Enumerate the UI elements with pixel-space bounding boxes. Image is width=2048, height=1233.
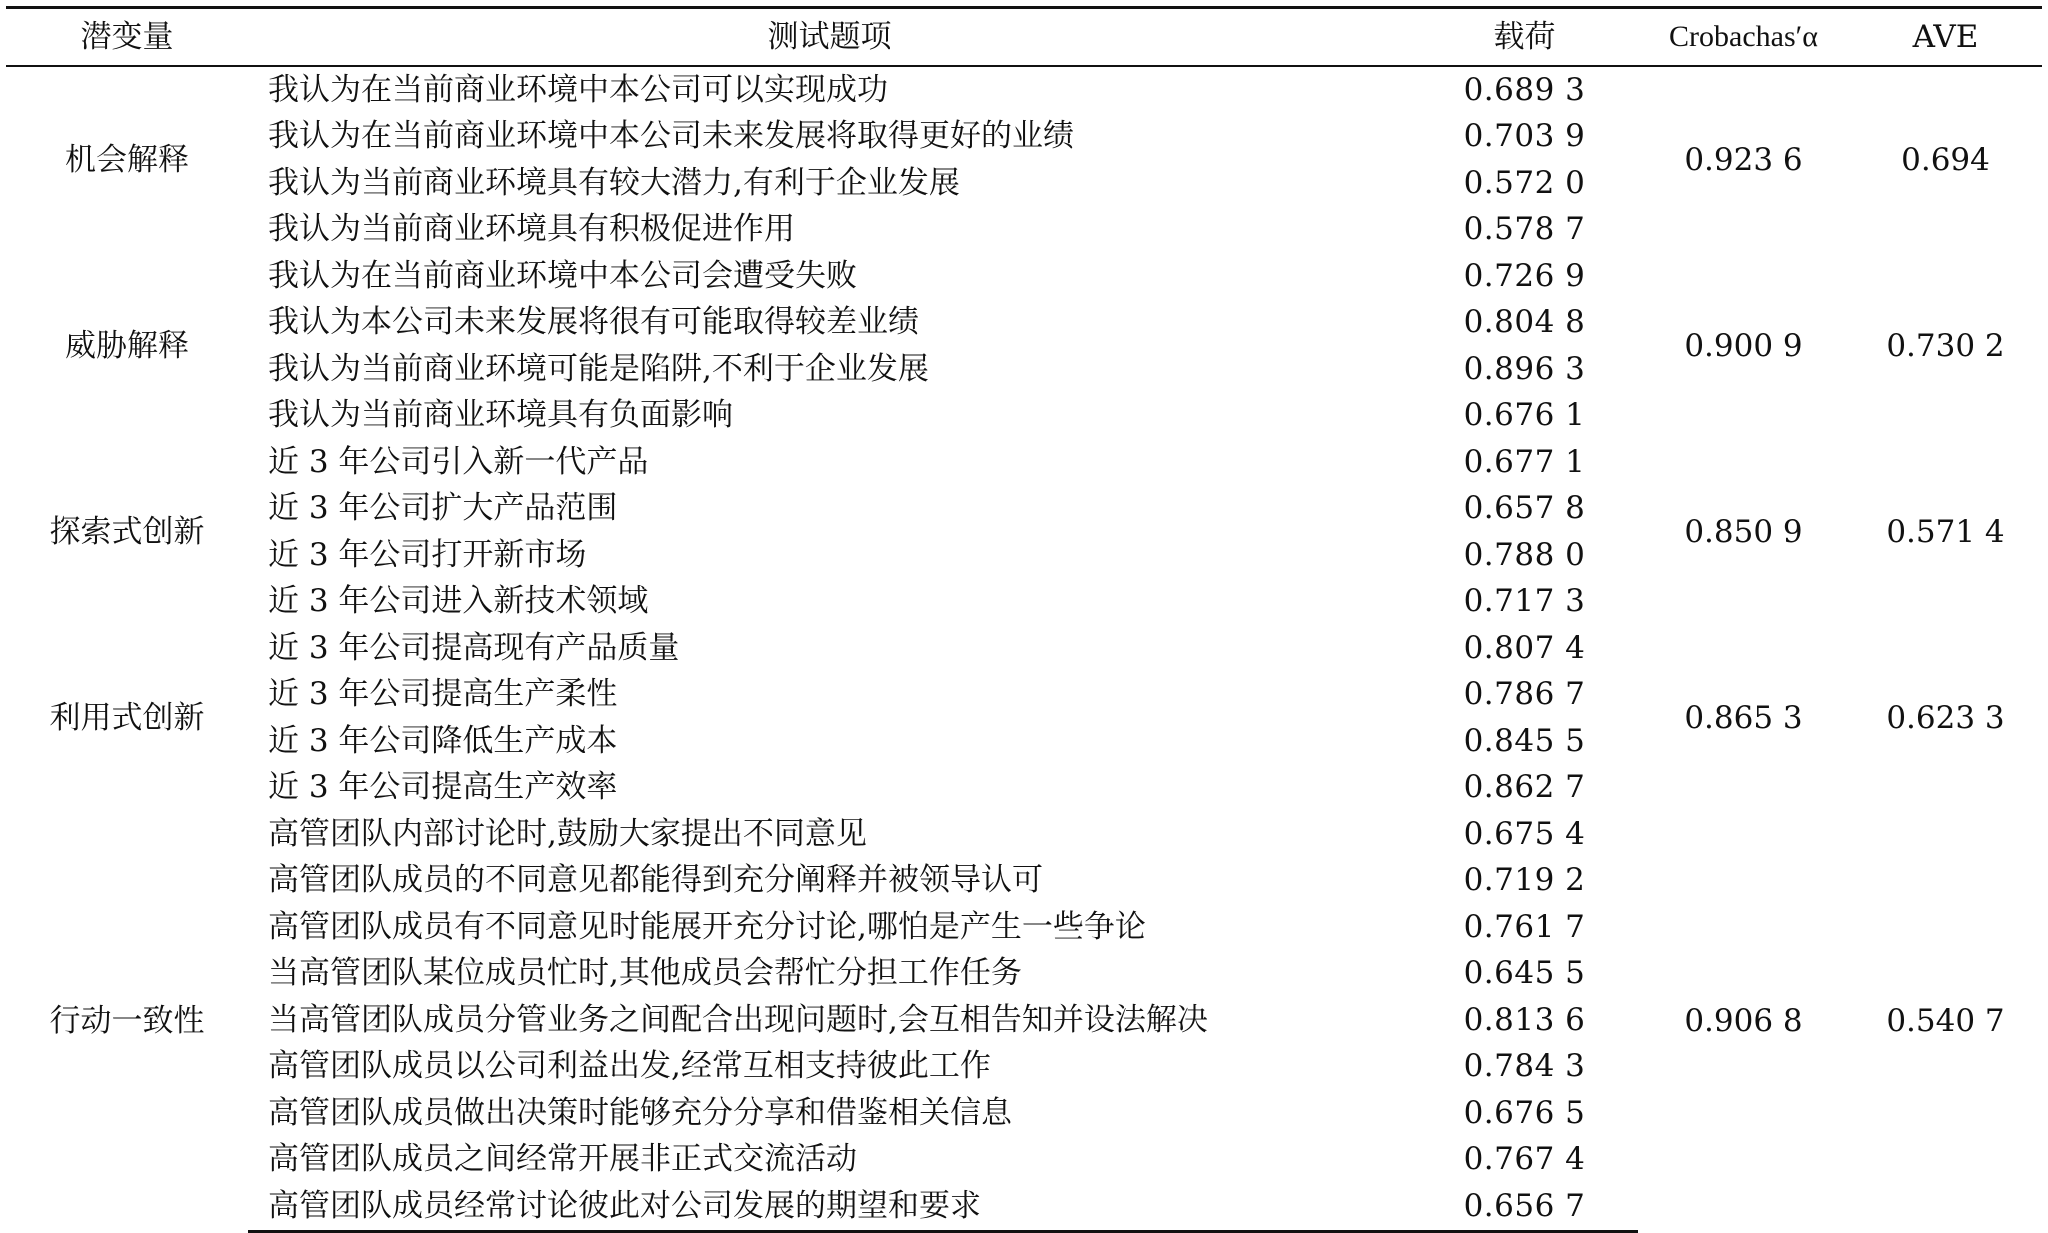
loading-value: 0.657 8 [1463, 490, 1586, 527]
measurement-table [6, 6, 2042, 1233]
ave-value: 0.540 7 [1886, 1002, 2005, 1039]
table-row [6, 439, 2042, 486]
alpha-value: 0.900 9 [1684, 327, 1803, 364]
loading-value: 0.645 5 [1463, 955, 1586, 992]
loading-value: 0.656 7 [1411, 1183, 1638, 1231]
table-row [6, 66, 2042, 114]
table-row [6, 625, 2042, 672]
table-row [6, 253, 2042, 300]
latent-variable-name: 威胁解释 [65, 327, 189, 364]
latent-variable-name: 探索式创新 [49, 513, 205, 550]
test-item-text: 近 3 年公司打开新市场 [268, 536, 587, 573]
loading-value: 0.676 1 [1463, 397, 1586, 434]
test-item-text: 近 3 年公司引入新一代产品 [268, 443, 649, 480]
loading-value: 0.845 5 [1463, 722, 1586, 759]
loading-value: 0.813 6 [1463, 1001, 1586, 1038]
loading-value: 0.676 5 [1463, 1094, 1586, 1131]
latent-variable-name: 行动一致性 [49, 1002, 205, 1039]
loading-value: 0.862 7 [1463, 769, 1586, 806]
test-item-text: 高管团队内部讨论时,鼓励大家提出不同意见 [268, 815, 867, 852]
table-row [6, 811, 2042, 858]
loading-value: 0.786 7 [1463, 676, 1586, 713]
loading-value: 0.572 0 [1463, 164, 1586, 201]
latent-variable-name: 利用式创新 [49, 699, 205, 736]
alpha-value: 0.923 6 [1684, 141, 1803, 178]
table-body [6, 66, 2042, 1231]
test-item-text: 高管团队成员之间经常开展非正式交流活动 [268, 1141, 857, 1178]
ave-value: 0.571 4 [1886, 513, 2005, 550]
test-item-text: 当高管团队成员分管业务之间配合出现问题时,会互相告知并设法解决 [268, 1001, 1208, 1038]
header-row [6, 8, 2042, 67]
header-ave: AVE [1849, 8, 2042, 67]
loading-value: 0.719 2 [1463, 862, 1586, 899]
loading-value: 0.717 3 [1463, 583, 1586, 620]
test-item-text: 我认为在当前商业环境中本公司会遭受失败 [268, 257, 857, 294]
loading-value: 0.677 1 [1463, 443, 1586, 480]
test-item-text: 我认为在当前商业环境中本公司可以实现成功 [268, 71, 888, 108]
test-item-text: 我认为本公司未来发展将很有可能取得较差业绩 [268, 304, 919, 341]
test-item-text: 高管团队成员以公司利益出发,经常互相支持彼此工作 [268, 1048, 991, 1085]
loading-value: 0.761 7 [1463, 908, 1586, 945]
test-item-text: 近 3 年公司进入新技术领域 [268, 583, 649, 620]
test-item-text: 高管团队成员做出决策时能够充分分享和借鉴相关信息 [268, 1094, 1012, 1131]
test-item-text: 近 3 年公司扩大产品范围 [268, 490, 618, 527]
test-item-text: 高管团队成员经常讨论彼此对公司发展的期望和要求 [248, 1183, 1411, 1231]
loading-value: 0.896 3 [1463, 350, 1586, 387]
loading-value: 0.807 4 [1463, 629, 1586, 666]
header-alpha: Crobachas′α [1638, 8, 1849, 67]
ave-value: 0.694 [1901, 141, 1990, 178]
loading-value: 0.804 8 [1463, 304, 1586, 341]
ave-value: 0.623 3 [1886, 699, 2005, 736]
test-item-text: 近 3 年公司提高生产柔性 [268, 676, 618, 713]
latent-variable-name: 机会解释 [65, 141, 189, 178]
test-item-text: 近 3 年公司提高现有产品质量 [268, 629, 680, 666]
loading-value: 0.675 4 [1463, 815, 1586, 852]
alpha-value: 0.865 3 [1684, 699, 1803, 736]
test-item-text: 近 3 年公司降低生产成本 [268, 722, 618, 759]
test-item-text: 我认为当前商业环境具有负面影响 [268, 397, 733, 434]
test-item-text: 我认为当前商业环境具有积极促进作用 [268, 211, 795, 248]
ave-value: 0.730 2 [1886, 327, 2005, 364]
loading-value: 0.767 4 [1463, 1141, 1586, 1178]
loading-value: 0.726 9 [1463, 257, 1586, 294]
loading-value: 0.788 0 [1463, 536, 1586, 573]
header-loading: 载荷 [1411, 8, 1638, 67]
test-item-text: 近 3 年公司提高生产效率 [268, 769, 618, 806]
loading-value: 0.784 3 [1463, 1048, 1586, 1085]
test-item-text: 我认为在当前商业环境中本公司未来发展将取得更好的业绩 [268, 118, 1074, 155]
test-item-text: 我认为当前商业环境具有较大潜力,有利于企业发展 [268, 164, 960, 201]
loading-value: 0.703 9 [1463, 118, 1586, 155]
header-item: 测试题项 [248, 8, 1411, 67]
test-item-text: 当高管团队某位成员忙时,其他成员会帮忙分担工作任务 [268, 955, 1022, 992]
loading-value: 0.689 3 [1463, 71, 1586, 108]
loading-value: 0.578 7 [1463, 211, 1586, 248]
test-item-text: 我认为当前商业环境可能是陷阱,不利于企业发展 [268, 350, 929, 387]
test-item-text: 高管团队成员的不同意见都能得到充分阐释并被领导认可 [268, 862, 1043, 899]
table-header [6, 8, 2042, 67]
header-variable: 潜变量 [6, 8, 248, 67]
alpha-value: 0.906 8 [1684, 1002, 1803, 1039]
test-item-text: 高管团队成员有不同意见时能展开充分讨论,哪怕是产生一些争论 [268, 908, 1146, 945]
alpha-value: 0.850 9 [1684, 513, 1803, 550]
